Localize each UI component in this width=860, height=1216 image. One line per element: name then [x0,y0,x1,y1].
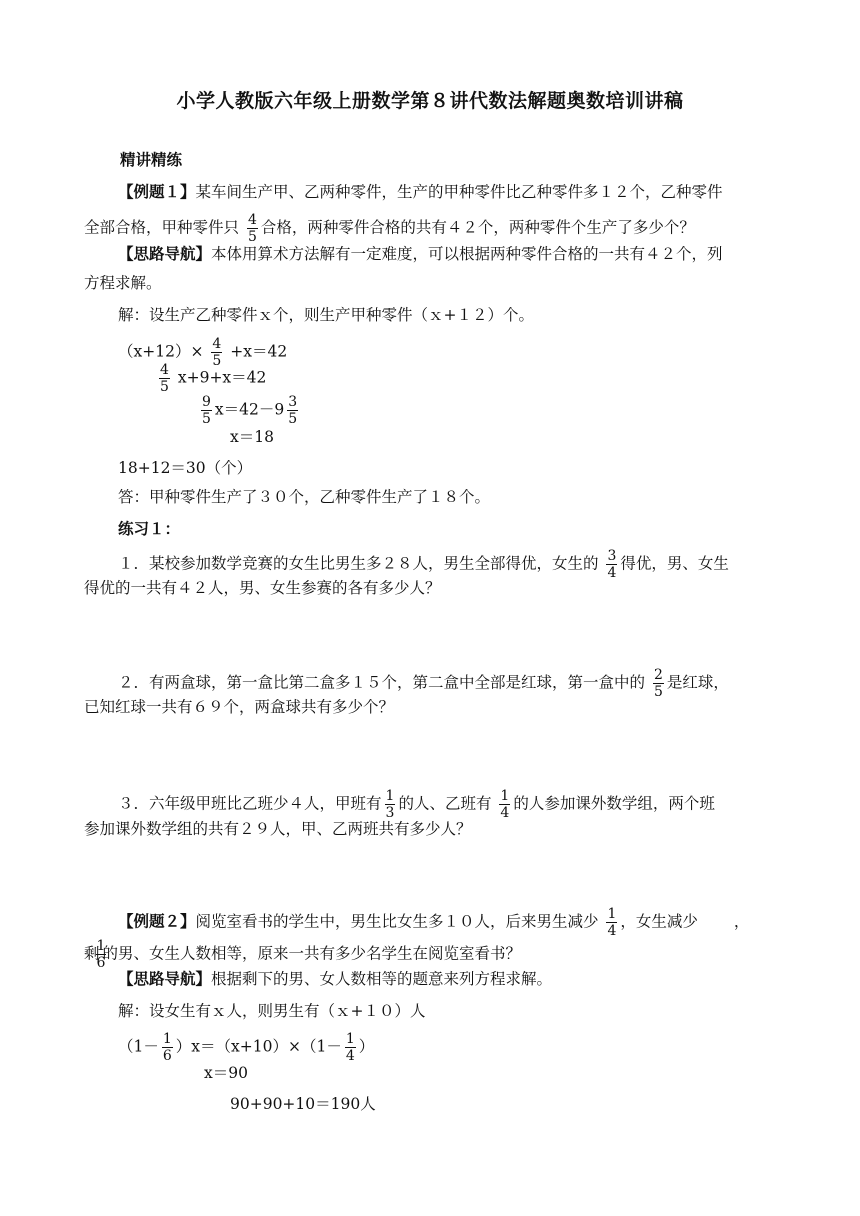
solution-2-equation-2: x＝90 [204,1064,248,1082]
fraction-numerator: 1 [607,906,617,922]
solution-1-intro: 解：设生产乙种零件ｘ个，则生产甲种零件（ｘ+１２）个。 [118,306,534,324]
fraction [606,906,617,939]
fraction [287,394,298,427]
fraction-numerator: 4 [247,212,257,228]
guide-2-line [118,969,552,989]
fraction-numerator: 1 [345,1031,355,1047]
fraction-numerator: 1 [96,938,106,954]
fraction [499,788,510,821]
equation-text: ）x＝（x+10）×（1－ [175,1037,342,1056]
fraction-numerator: 4 [212,336,222,352]
fraction [345,1031,356,1064]
section-heading: 精讲精练 [120,150,183,169]
practice-text: 是红球， [666,673,729,692]
fraction-denominator: 5 [288,411,298,427]
example-2-text: ， [733,912,750,931]
practice-heading: 练习１： [118,519,181,538]
fraction-denominator: 4 [345,1048,355,1064]
fraction [606,548,617,581]
fraction-denominator: 5 [212,353,222,369]
fraction-numerator: 1 [500,788,510,804]
fraction [162,1031,173,1064]
example-1-label: 【例题１】 [118,182,196,201]
practice-text: 得优，男、女生 [620,554,729,573]
solution-2-equation-3: 90+90+10＝190人 [230,1095,376,1113]
equation-text: x＝42－9 [214,400,285,419]
solution-1-calc: 18+12＝30（个） [118,459,253,477]
equation-text: +x＝42 [230,342,288,361]
example-2-text: 阅览室看书的学生中，男生比女生多１０人，后来男生减少 [195,912,599,931]
practice-text: ２．有两盒球，第一盒比第二盒多１５个，第二盒中全部是红球，第一盒中的 [118,673,646,692]
solution-1-equation-3 [198,394,301,427]
practice-1-line-2: 得优的一共有４２人，男、女生参赛的各有多少人？ [84,579,441,597]
practice-3-line-1 [118,788,715,821]
example-1-text-a: 全部合格，甲种零件只 [84,218,240,237]
practice-2-line-2: 已知红球一共有６９个，两盒球共有多少个？ [84,698,395,716]
fraction-numerator: 9 [202,394,211,410]
example-1-text-b: 合格，两种零件合格的共有４２个，两种零件个生产了多少个？ [260,218,695,237]
example-1-line-2 [84,212,695,245]
fraction [159,362,170,395]
guide-1-line-1 [118,244,723,264]
example-1-text: 某车间生产甲、乙两种零件，生产的甲种零件比乙种零件多１２个，乙种零件 [195,183,723,201]
fraction-denominator: 5 [247,229,257,245]
solution-1-answer: 答：甲种零件生产了３０个，乙种零件生产了１８个。 [118,488,491,506]
solution-2-equation-1 [118,1031,374,1064]
practice-3-line-2: 参加课外数学组的共有２９人，甲、乙两班共有多少人？ [84,820,472,838]
example-2-line-1 [118,906,749,939]
fraction-denominator: 4 [607,565,617,581]
solution-2-intro: 解：设女生有ｘ人，则男生有（ｘ+１０）人 [118,1002,426,1020]
guide-1-line-2: 方程求解。 [84,274,162,292]
equation-text: ） [358,1037,375,1056]
equation-text: x+9+x＝42 [177,368,267,387]
fraction-denominator: 6 [96,955,106,971]
fraction-denominator: 6 [162,1048,172,1064]
practice-text: １．某校参加数学竞赛的女生比男生多２８人，男生全部得优，女生的 [118,554,599,573]
fraction-denominator: 3 [385,805,395,821]
fraction-numerator: 4 [160,362,169,378]
fraction [201,394,212,427]
fraction-denominator: 5 [160,379,169,395]
fraction [247,212,258,245]
guide-1-label: 【思路导航】 [118,244,212,263]
example-2-line-2 [84,938,521,971]
guide-2-label: 【思路导航】 [118,969,212,988]
example-2-text: 剩 [84,944,100,963]
solution-1-equation-4: x＝18 [230,428,274,446]
fraction-numerator: 1 [162,1031,172,1047]
fraction-denominator: 5 [202,411,211,427]
practice-2-line-1 [118,667,729,700]
page-title: 小学人教版六年级上册数学第８讲代数法解题奥数培训讲稿 [176,90,684,112]
fraction-numerator: 2 [653,667,663,683]
practice-text: 的人、乙班有 [398,794,492,813]
example-2-label: 【例题２】 [118,911,196,931]
fraction-denominator: 4 [607,923,617,939]
guide-1-text: 本体用算术方法解有一定难度，可以根据两种零件合格的一共有４２个，列 [211,245,723,263]
fraction [385,788,396,821]
fraction-numerator: 1 [385,788,395,804]
practice-text: 的人参加课外数学组，两个班 [513,794,715,813]
fraction-denominator: 4 [500,805,510,821]
equation-text: （1－ [118,1037,159,1056]
guide-2-text: 根据剩下的男、女人数相等的题意来列方程求解。 [211,970,553,988]
solution-1-equation-2 [156,362,266,395]
fraction [653,667,664,700]
fraction-denominator: 5 [653,684,663,700]
practice-text: ３．六年级甲班比乙班少４人，甲班有 [118,794,382,813]
example-2-text: 的男、女生人数相等，原来一共有多少名学生在阅览室看书？ [102,944,521,963]
fraction-numerator: 3 [607,548,617,564]
example-1-line-1 [118,182,723,202]
fraction-numerator: 3 [288,394,298,410]
example-2-text: ，女生减少 [620,912,698,931]
equation-text: （x+12）× [118,342,204,361]
practice-1-line-1 [118,548,729,581]
